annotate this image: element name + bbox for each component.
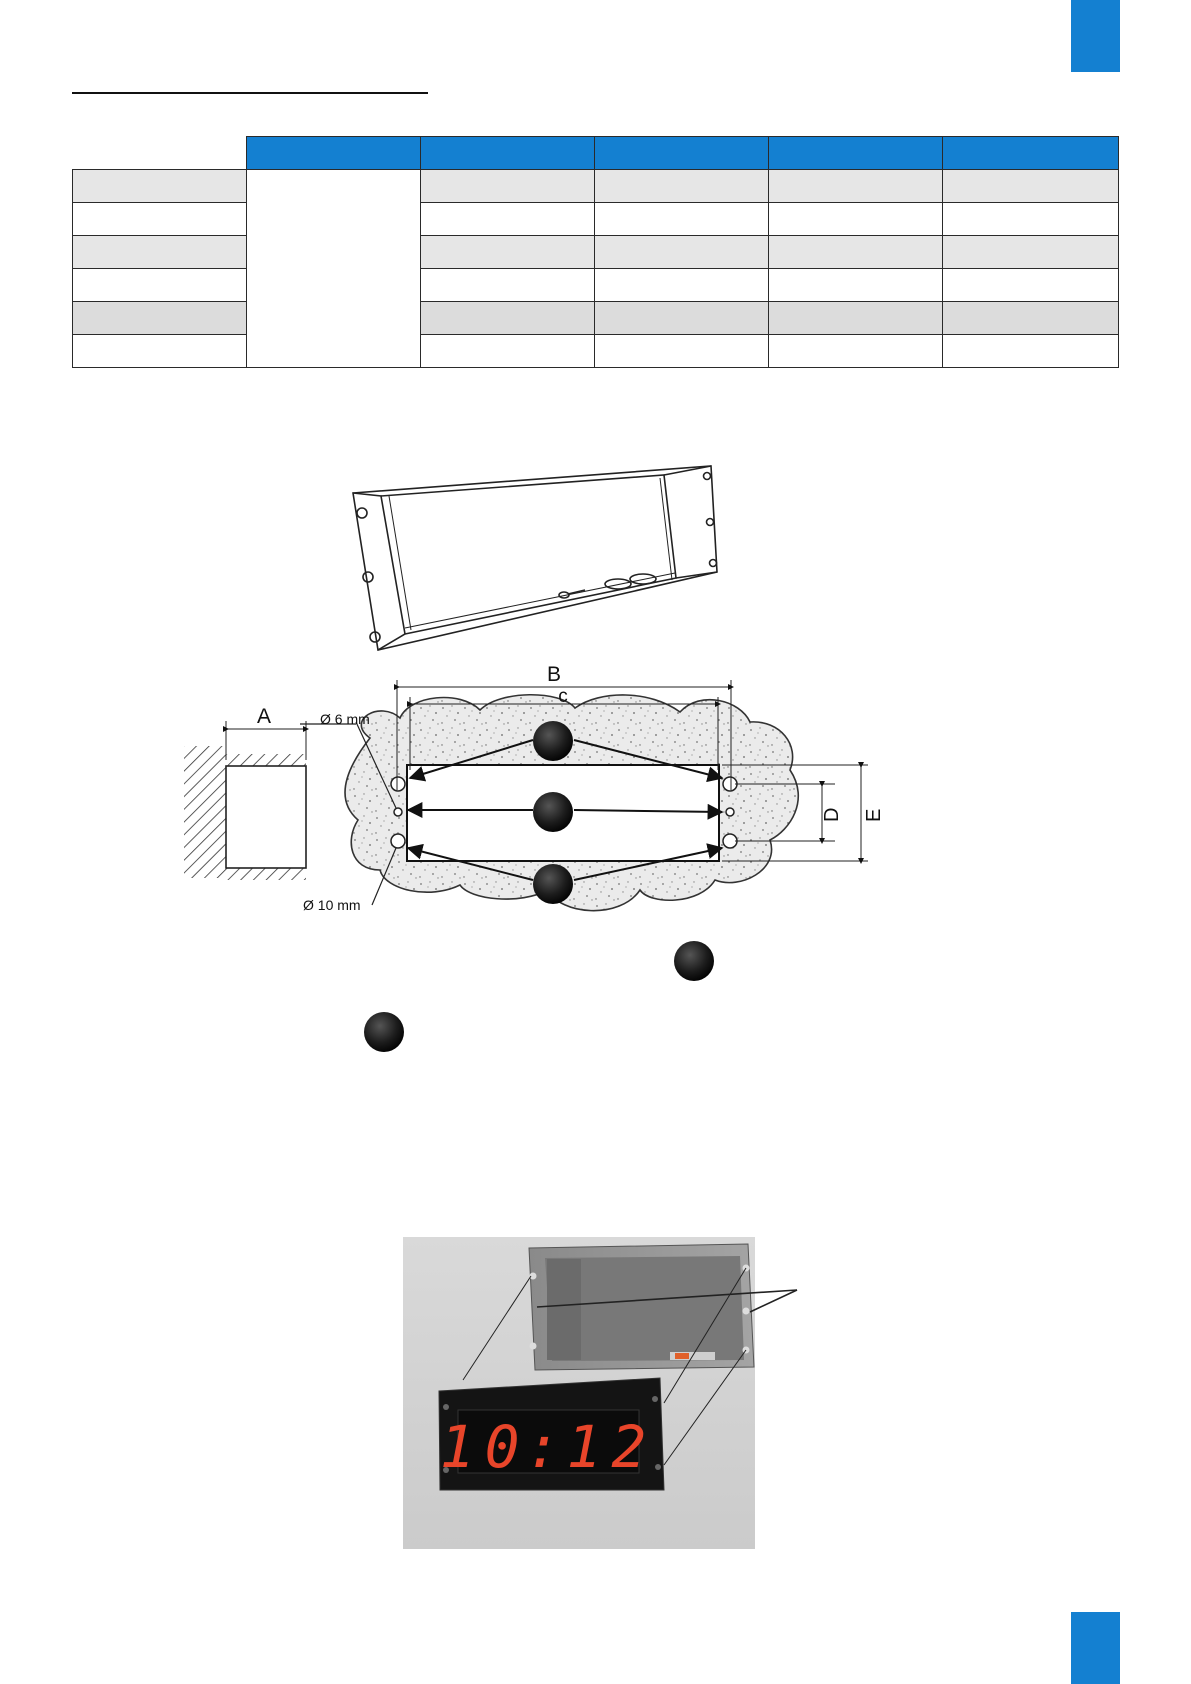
dim-b-label: B (546, 663, 562, 686)
backbox-perspective-drawing (353, 466, 717, 650)
page-tab-bottom (1071, 1612, 1120, 1684)
wall-plaster-area (345, 695, 798, 911)
dim-d-label: D (821, 807, 843, 822)
step-marker-icon (364, 1012, 404, 1052)
hole-6mm-icon (394, 808, 402, 816)
hole-6mm-label: Ø 6 mm (320, 711, 370, 727)
dim-a-label: A (257, 705, 272, 728)
dim-e-label: E (863, 808, 885, 822)
hole-10mm-icon (723, 777, 737, 791)
step-marker-icon (533, 864, 573, 904)
hole-10mm-icon (391, 777, 405, 791)
clock-display-time: 10:12 (439, 1413, 657, 1481)
hole-10mm-icon (391, 834, 405, 848)
wall-section-drawing (184, 721, 306, 880)
dim-c-label: c (558, 686, 568, 707)
hole-6mm-icon (726, 808, 734, 816)
step-marker-icon (533, 721, 573, 761)
step-marker-icon (674, 941, 714, 981)
hole-10mm-label: Ø 10 mm (303, 897, 361, 913)
step-marker-icon (533, 792, 573, 832)
clock-mounting-photo (403, 1237, 797, 1549)
hole-10mm-icon (723, 834, 737, 848)
